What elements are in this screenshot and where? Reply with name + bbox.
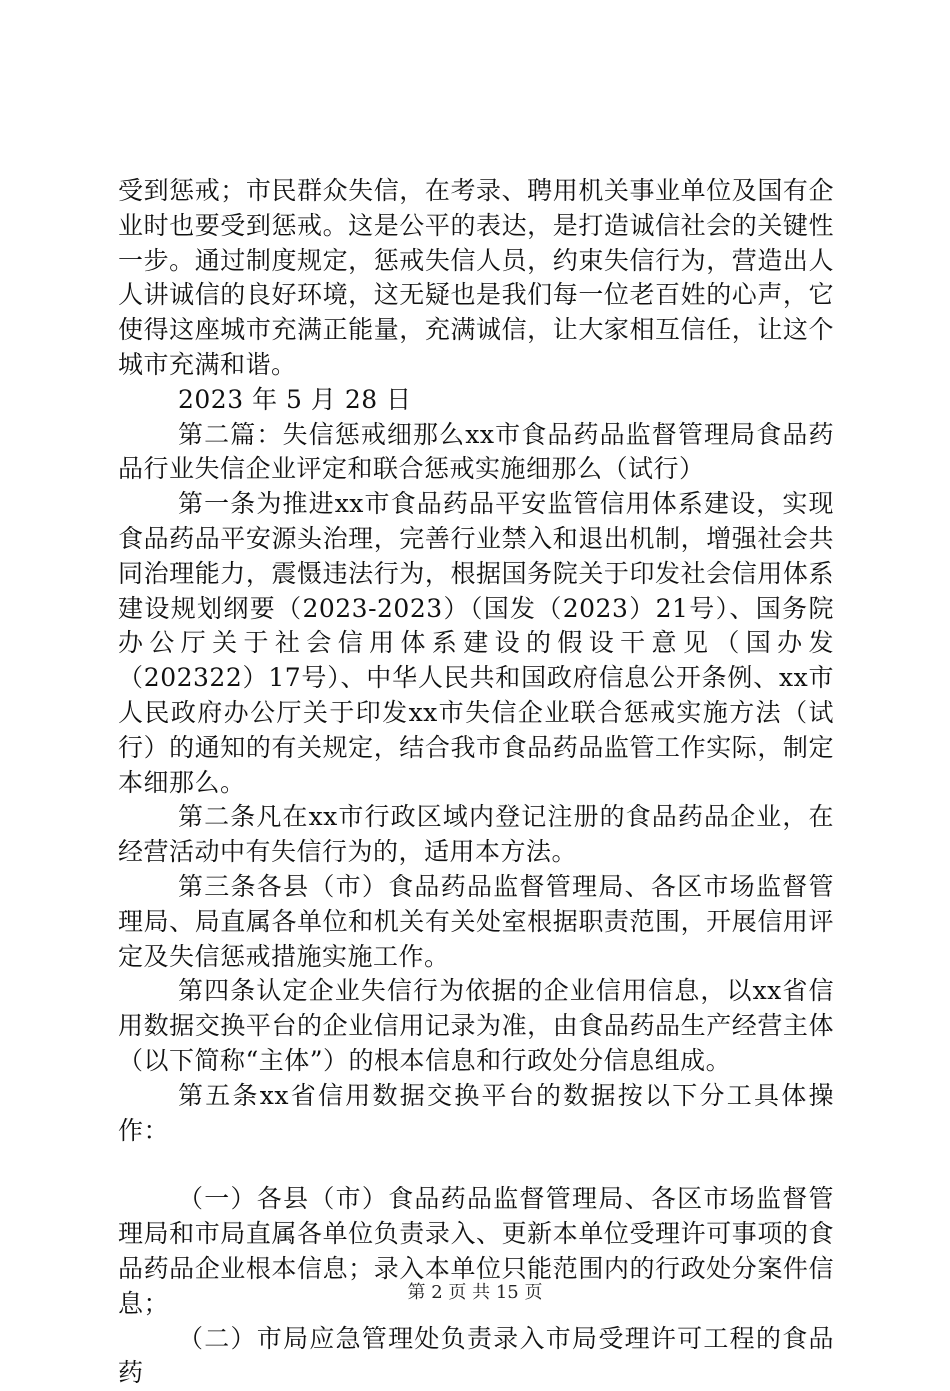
list-item-2: （二）市局应急管理处负责录入市局受理许可工程的食品药: [118, 1322, 834, 1391]
page-footer: 第 2 页 共 15 页: [0, 1278, 950, 1304]
document-body: [118, 174, 834, 1391]
section-heading: 第二篇：失信惩戒细那么xx市食品药品监督管理局食品药品行业失信企业评定和联合惩戒实施细那么（试行）: [118, 418, 834, 488]
article-1: 第一条为推进xx市食品药品平安监管信用体系建设，实现食品药品平安源头治理，完善行业禁入和退出机制，增强社会共同治理能力，震慑违法行为，根据国务院关于印发社会信用体系建设规划纲要（2023-2023）（国发（2023）21号）、国务院办公厅关于社会信用体系建设的假设干意见（国办发（202322）17号）、中华人民共和国政府信息公开条例、xx市人民政府办公厅关于印发xx市失信企业联合惩戒实施方法（试行）的通知的有关规定，结合我市食品药品监管工作实际，制定本细那么。: [118, 487, 834, 800]
paragraph-continuation: 受到惩戒；市民群众失信，在考录、聘用机关事业单位及国有企业时也要受到惩戒。这是公平的表达，是打造诚信社会的关键性一步。通过制度规定，惩戒失信人员，约束失信行为，营造出人人讲诚信的良好环境，这无疑也是我们每一位老百姓的心声，它使得这座城市充满正能量，充满诚信，让大家相互信任，让这个城市充满和谐。: [118, 174, 834, 383]
article-2: 第二条凡在xx市行政区域内登记注册的食品药品企业，在经营活动中有失信行为的，适用本方法。: [118, 800, 834, 870]
article-3: 第三条各县（市）食品药品监督管理局、各区市场监督管理局、局直属各单位和机关有关处室根据职责范围，开展信用评定及失信惩戒措施实施工作。: [118, 870, 834, 974]
paragraph-gap: [118, 1148, 834, 1182]
article-4: 第四条认定企业失信行为依据的企业信用信息，以xx省信用数据交换平台的企业信用记录为准，由食品药品生产经营主体（以下简称“主体”）的根本信息和行政处分信息组成。: [118, 974, 834, 1078]
list-item-1: （一）各县（市）食品药品监督管理局、各区市场监督管理局和市局直属各单位负责录入、更新本单位受理许可事项的食品药品企业根本信息；录入本单位只能范围内的行政处分案件信息；: [118, 1182, 834, 1321]
date-line: 2023 年 5 月 28 日: [118, 383, 834, 418]
article-5: 第五条xx省信用数据交换平台的数据按以下分工具体操作：: [118, 1079, 834, 1149]
